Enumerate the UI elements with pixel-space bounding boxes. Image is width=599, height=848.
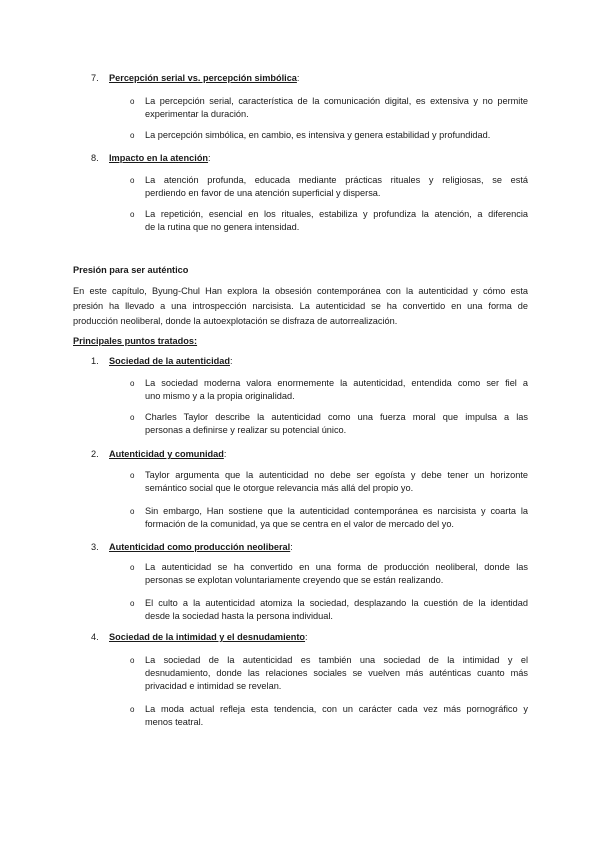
list-item-colon: : <box>208 153 211 163</box>
bullet-marker-icon: o <box>130 656 135 665</box>
bullet-text-line: uno mismo y a la propia originalidad. <box>145 391 295 402</box>
list-item-title: Percepción serial vs. percepción simbólica <box>109 73 297 83</box>
bullet-text-line: La percepción simbólica, en cambio, es intensiva y genera estabilidad y profundidad. <box>145 130 491 140</box>
bullet-text-line: La percepción serial, característica de la comunicación digital, es extensiva y no permite <box>145 96 528 106</box>
list-item-heading <box>109 355 233 368</box>
bullet-marker-icon: o <box>130 413 135 422</box>
list-item-title: Sociedad de la autenticidad <box>109 356 230 366</box>
list-item-colon: : <box>296 73 300 83</box>
bullet-text-line: La sociedad moderna valora enormemente la autenticidad, entendida como ser fiel a <box>145 378 528 388</box>
list-number: 2. <box>91 449 99 459</box>
bullet-text-line: La autenticidad se ha convertido en una forma de producción neoliberal, donde las <box>145 562 528 572</box>
list-number: 8. <box>91 153 99 163</box>
list-number: 1. <box>91 356 99 366</box>
list-item-title: Autenticidad como producción neoliberal <box>109 542 291 552</box>
bullet-text-line: Sin embargo, Han sostiene que la autenticidad contemporánea es narcisista y coarta la <box>145 506 528 516</box>
bullet-text-line: La sociedad de la autenticidad es también una sociedad de la intimidad y el <box>145 655 528 665</box>
list-item-colon: : <box>290 542 293 552</box>
bullet-text-line: privacidad e intimidad se revelan. <box>145 681 282 692</box>
list-item-heading <box>109 152 211 165</box>
list-item-colon: : <box>223 449 227 459</box>
bullet-marker-icon: o <box>130 507 135 516</box>
bullet-text-line: menos teatral. <box>145 717 204 728</box>
list-number: 4. <box>91 632 99 642</box>
paragraph-line: presión ha llevado a una introspección narcisista. La autenticidad se ha convertido en una forma de <box>73 301 528 311</box>
bullet-marker-icon: o <box>130 599 135 608</box>
bullet-text-line: experimentar la duración. <box>145 109 249 120</box>
bullet-text-line: La atención profunda, educada mediante prácticas rituales y religiosas, se está <box>145 175 528 185</box>
bullet-text-line: desde la sociedad hasta la persona individual. <box>145 611 333 622</box>
bullet-text-line: La repetición, esencial en los rituales, estabiliza y profundiza la atención, a diferencia <box>145 209 528 219</box>
subheading: Principales puntos tratados: <box>73 336 198 346</box>
bullet-text-line: de la rutina que no genera intensidad. <box>145 222 300 233</box>
bullet-marker-icon: o <box>130 379 135 388</box>
list-item-heading <box>109 448 226 461</box>
bullet-text-line: La moda actual refleja esta tendencia, con un carácter cada vez más pornográfico y <box>145 704 528 714</box>
bullet-text-line: Charles Taylor describe la autenticidad como una fuerza moral que impulsa a las <box>145 412 528 422</box>
paragraph-line: producción neoliberal, donde la autoexplotación se disfraza de autorrealización. <box>73 316 398 326</box>
bullet-text-line: perdiendo en favor de una atención superficial y dispersa. <box>145 188 381 199</box>
list-item-heading <box>109 631 308 644</box>
list-item-colon: : <box>230 356 233 366</box>
list-item-heading <box>109 541 293 554</box>
bullet-text-line: desnudamiento, donde las relaciones sociales se vuelven más auténticas cuanto más <box>145 668 528 679</box>
section-heading: Presión para ser auténtico <box>73 265 189 275</box>
bullet-text-line: Taylor argumenta que la autenticidad no debe ser egoísta y debe tener un horizonte <box>145 470 528 480</box>
list-item-title: Impacto en la atención <box>109 153 209 163</box>
bullet-marker-icon: o <box>130 176 135 185</box>
bullet-marker-icon: o <box>130 210 135 219</box>
paragraph-line: En este capítulo, Byung-Chul Han explora la obsesión contemporánea con la autenticidad y cómo esta <box>73 286 528 296</box>
list-item-heading <box>109 72 299 85</box>
bullet-marker-icon: o <box>130 131 135 140</box>
list-number: 3. <box>91 542 99 552</box>
bullet-text-line: personas se explotan voluntariamente creyendo que se están realizando. <box>145 575 444 586</box>
bullet-text-line: El culto a la autenticidad atomiza la sociedad, desplazando la cuestión de la identidad <box>145 598 528 608</box>
bullet-text-line: personas a definirse y realizar su potencial único. <box>145 425 347 436</box>
list-item-title: Sociedad de la intimidad y el desnudamiento <box>109 632 306 642</box>
list-item-colon: : <box>305 632 308 642</box>
bullet-marker-icon: o <box>130 97 135 106</box>
bullet-text-line: semántico social que le otorgue relevancia más allá del propio yo. <box>145 483 414 494</box>
list-item-title: Autenticidad y comunidad <box>109 449 224 459</box>
bullet-marker-icon: o <box>130 705 135 714</box>
bullet-text-line: formación de la comunidad, ya que se centra en el valor de mercado del yo. <box>145 519 454 530</box>
bullet-marker-icon: o <box>130 471 135 480</box>
list-number: 7. <box>91 73 99 83</box>
bullet-marker-icon: o <box>130 563 135 572</box>
